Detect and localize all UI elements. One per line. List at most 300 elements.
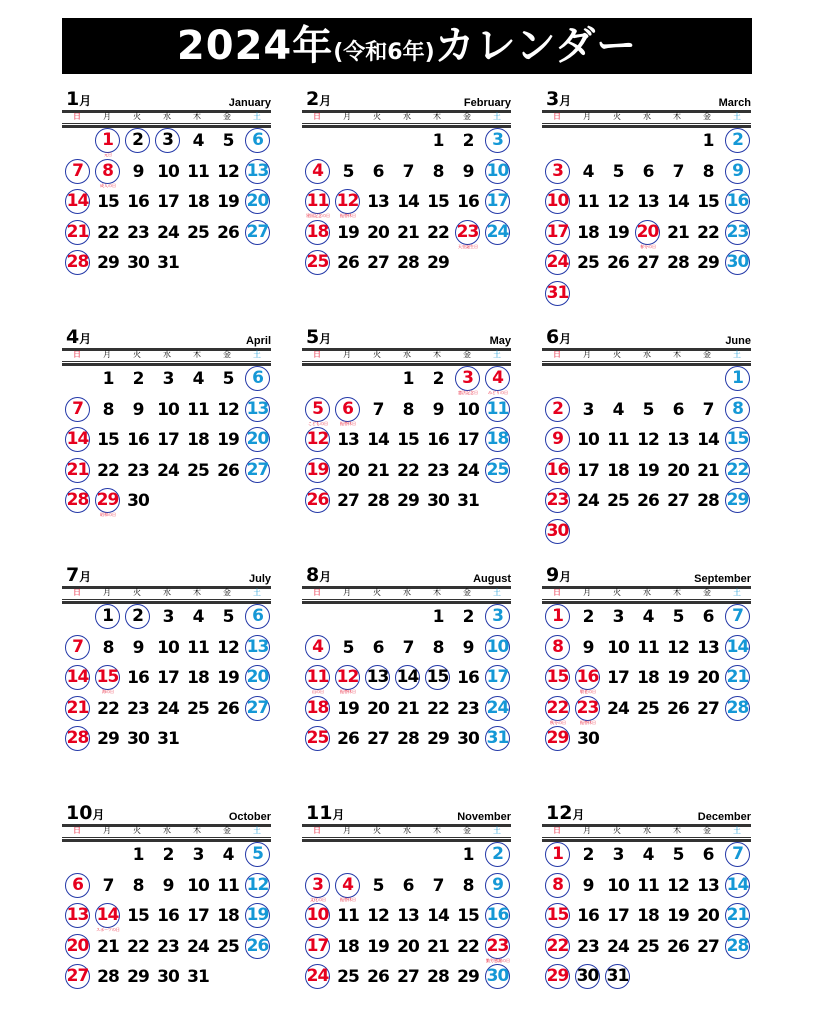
day-cell: 11 <box>187 161 209 182</box>
day-cell: 11 <box>337 906 359 926</box>
month-number <box>306 326 331 348</box>
weekday-header <box>62 110 271 128</box>
day-cell: 27 <box>245 458 270 483</box>
weekday-label: 金 <box>223 588 231 597</box>
month-header <box>302 802 511 826</box>
day-cell: 8 <box>432 161 444 182</box>
weekday-label: 土 <box>493 112 501 121</box>
day-cell: 15 <box>545 903 570 928</box>
weekday-label: 木 <box>193 826 201 835</box>
day-cell: 15 <box>725 427 750 452</box>
day-cell: 11 <box>217 875 239 896</box>
month-suffix: 月 <box>559 332 572 346</box>
day-cell: 9 <box>545 427 570 452</box>
day-cell: 7 <box>102 875 114 896</box>
weekday-label: 月 <box>343 588 351 597</box>
day-cell: 3 <box>485 128 510 153</box>
day-cell: 28 <box>667 253 689 273</box>
weekday-header <box>62 824 271 842</box>
day-cell: 10 <box>485 635 510 660</box>
day-cell: 19 <box>217 430 239 450</box>
day-cell: 18 <box>305 696 330 721</box>
day-cell: 27 <box>367 253 389 273</box>
month-march <box>542 88 751 322</box>
day-cell: 23 <box>127 698 149 719</box>
weekday-header <box>542 824 751 842</box>
weekday-label: 日 <box>73 588 81 597</box>
day-cell: 3 <box>582 399 594 420</box>
day-cell: 26 <box>217 222 239 243</box>
weekday-label: 日 <box>313 588 321 597</box>
day-cell: 5 <box>612 161 624 182</box>
holiday-note: 山の日 <box>312 689 324 694</box>
day-cell: 24 <box>157 698 179 719</box>
day-cell: 10 <box>457 399 479 420</box>
weekday-label: 月 <box>343 350 351 359</box>
day-cell: 22 <box>545 696 570 721</box>
day-cell: 3 <box>485 604 510 629</box>
day-cell: 11 <box>305 189 330 214</box>
day-cell: 10 <box>157 637 179 658</box>
weekday-label: 金 <box>463 826 471 835</box>
day-cell: 16 <box>577 906 599 926</box>
weekday-label: 木 <box>433 588 441 597</box>
month-header <box>542 326 751 350</box>
day-cell: 13 <box>697 637 719 658</box>
weekday-label: 水 <box>643 350 651 359</box>
month-name: November <box>457 811 511 823</box>
day-cell: 20 <box>667 460 689 481</box>
day-cell: 2 <box>462 131 474 151</box>
day-cell: 4 <box>305 159 330 184</box>
day-cell: 9 <box>462 161 474 182</box>
day-cell: 6 <box>702 845 714 865</box>
weekday-label: 水 <box>403 588 411 597</box>
weekday-header <box>62 348 271 366</box>
day-cell: 11 <box>187 399 209 420</box>
day-cell: 10 <box>157 161 179 182</box>
weekday-label: 火 <box>613 112 621 121</box>
day-cell: 1 <box>462 845 474 865</box>
month-header <box>62 564 271 588</box>
day-cell: 19 <box>337 222 359 243</box>
day-cell: 18 <box>305 220 330 245</box>
month-suffix: 月 <box>92 808 105 822</box>
holiday-note: 元日 <box>104 152 112 157</box>
day-cell: 25 <box>187 460 209 481</box>
weekday-label: 木 <box>673 826 681 835</box>
weekday-label: 水 <box>403 350 411 359</box>
day-cell: 15 <box>127 906 149 926</box>
day-cell: 26 <box>337 253 359 273</box>
day-cell: 22 <box>97 460 119 481</box>
day-cell: 21 <box>667 222 689 243</box>
day-cell: 4 <box>612 399 624 420</box>
day-cell: 3 <box>455 366 480 391</box>
weekday-label: 火 <box>133 350 141 359</box>
day-cell: 6 <box>65 873 90 898</box>
day-cell: 5 <box>222 607 234 627</box>
weekday-label: 月 <box>583 588 591 597</box>
day-cell: 2 <box>582 607 594 627</box>
day-cell: 25 <box>305 250 330 275</box>
day-cell: 20 <box>245 427 270 452</box>
day-cell: 14 <box>397 192 419 212</box>
day-cell: 16 <box>575 665 600 690</box>
holiday-note: 憲法記念日 <box>458 390 478 395</box>
day-cell: 29 <box>545 726 570 751</box>
holiday-note: 振替休日 <box>340 896 356 902</box>
weekday-label: 土 <box>253 350 261 359</box>
day-cell: 7 <box>65 159 90 184</box>
month-suffix: 月 <box>319 570 332 584</box>
day-cell: 16 <box>485 903 510 928</box>
weekday-label: 水 <box>163 112 171 121</box>
day-cell: 7 <box>672 161 684 182</box>
day-cell: 4 <box>642 607 654 627</box>
month-november <box>302 802 511 1036</box>
day-cell: 21 <box>725 903 750 928</box>
weekday-label: 金 <box>223 350 231 359</box>
day-cell: 15 <box>95 665 120 690</box>
month-suffix: 月 <box>319 332 332 346</box>
day-cell: 13 <box>697 875 719 896</box>
day-cell: 15 <box>697 192 719 212</box>
weekday-label: 土 <box>253 588 261 597</box>
day-cell: 23 <box>157 936 179 957</box>
weekday-label: 水 <box>403 112 411 121</box>
month-suffix: 月 <box>79 94 92 108</box>
day-cell: 26 <box>667 698 689 719</box>
day-cell: 20 <box>245 189 270 214</box>
day-cell: 2 <box>125 128 150 153</box>
day-cell: 23 <box>455 220 480 245</box>
month-number-value: 10 <box>66 802 93 824</box>
month-name: February <box>463 97 511 109</box>
holiday-note: こどもの日 <box>308 420 328 426</box>
day-cell: 17 <box>485 189 510 214</box>
day-cell: 18 <box>637 668 659 688</box>
weekday-label: 金 <box>703 112 711 121</box>
day-cell: 5 <box>222 369 234 389</box>
day-cell: 26 <box>637 491 659 511</box>
month-name: January <box>228 97 271 109</box>
day-cell: 25 <box>187 698 209 719</box>
holiday-note: 天皇誕生日 <box>458 243 478 249</box>
month-name: June <box>725 335 751 347</box>
holiday-note: 振替休日 <box>580 719 596 725</box>
day-cell: 9 <box>462 637 474 658</box>
day-cell: 16 <box>157 906 179 926</box>
day-cell: 11 <box>607 430 629 450</box>
day-cell: 15 <box>397 430 419 450</box>
day-cell: 16 <box>457 668 479 688</box>
weekday-label: 金 <box>223 826 231 835</box>
day-cell: 2 <box>485 842 510 867</box>
weekday-label: 木 <box>433 826 441 835</box>
day-cell: 29 <box>697 253 719 273</box>
day-cell: 5 <box>672 607 684 627</box>
day-cell: 21 <box>397 222 419 243</box>
day-cell: 28 <box>65 726 90 751</box>
day-cell: 2 <box>545 397 570 422</box>
weekday-label: 土 <box>493 588 501 597</box>
day-cell: 12 <box>367 906 389 926</box>
day-cell: 23 <box>545 488 570 513</box>
weekday-label: 水 <box>163 588 171 597</box>
day-cell: 27 <box>637 253 659 273</box>
day-cell: 30 <box>545 519 570 544</box>
day-cell: 30 <box>485 964 510 989</box>
day-cell: 13 <box>365 665 390 690</box>
month-number <box>66 564 91 586</box>
day-cell: 8 <box>402 399 414 420</box>
day-cell: 22 <box>397 460 419 481</box>
weekday-label: 木 <box>193 588 201 597</box>
day-cell: 2 <box>582 845 594 865</box>
day-cell: 14 <box>697 430 719 450</box>
weekday-label: 月 <box>343 826 351 835</box>
day-cell: 30 <box>127 491 149 511</box>
day-cell: 20 <box>697 668 719 688</box>
weekday-label: 水 <box>163 826 171 835</box>
day-cell: 15 <box>97 430 119 450</box>
day-cell: 5 <box>222 131 234 151</box>
weekday-label: 木 <box>433 112 441 121</box>
day-cell: 30 <box>427 491 449 511</box>
day-cell: 17 <box>305 934 330 959</box>
day-cell: 31 <box>157 253 179 273</box>
day-cell: 28 <box>397 253 419 273</box>
day-cell: 16 <box>545 458 570 483</box>
day-cell: 8 <box>545 873 570 898</box>
weekday-label: 金 <box>463 588 471 597</box>
month-june <box>542 326 751 560</box>
holiday-note: 秋分の日 <box>550 719 566 725</box>
day-cell: 26 <box>337 729 359 749</box>
day-cell: 15 <box>545 665 570 690</box>
month-number-value: 5 <box>306 326 320 348</box>
day-cell: 6 <box>245 604 270 629</box>
month-name: August <box>473 573 511 585</box>
day-cell: 17 <box>577 460 599 481</box>
day-cell: 27 <box>397 967 419 987</box>
day-cell: 23 <box>127 222 149 243</box>
weekday-label: 土 <box>493 350 501 359</box>
holiday-note: 海の日 <box>102 689 114 694</box>
day-cell: 4 <box>582 161 594 182</box>
day-cell: 29 <box>397 491 419 511</box>
day-cell: 10 <box>187 875 209 896</box>
title-era: (令和6年) <box>333 40 435 65</box>
day-cell: 19 <box>637 460 659 481</box>
weekday-label: 日 <box>313 112 321 121</box>
day-cell: 23 <box>427 460 449 481</box>
day-cell: 22 <box>427 698 449 719</box>
weekday-label: 火 <box>373 112 381 121</box>
day-cell: 9 <box>132 161 144 182</box>
month-september <box>542 564 751 798</box>
weekday-label: 日 <box>553 112 561 121</box>
day-cell: 5 <box>245 842 270 867</box>
day-cell: 16 <box>127 430 149 450</box>
day-cell: 22 <box>427 222 449 243</box>
weekday-label: 日 <box>73 112 81 121</box>
weekday-header <box>542 586 751 604</box>
day-cell: 31 <box>485 726 510 751</box>
day-cell: 7 <box>725 842 750 867</box>
month-suffix: 月 <box>332 808 345 822</box>
day-cell: 12 <box>217 161 239 182</box>
day-cell: 17 <box>607 668 629 688</box>
holiday-note: 成人の日 <box>100 182 116 188</box>
day-cell: 10 <box>157 399 179 420</box>
day-cell: 14 <box>725 873 750 898</box>
month-header <box>62 88 271 112</box>
weekday-label: 月 <box>103 350 111 359</box>
day-cell: 30 <box>725 250 750 275</box>
day-cell: 31 <box>605 964 630 989</box>
day-cell: 1 <box>95 128 120 153</box>
weekday-label: 水 <box>643 112 651 121</box>
day-cell: 7 <box>65 635 90 660</box>
day-cell: 30 <box>575 964 600 989</box>
day-cell: 9 <box>432 399 444 420</box>
day-cell: 22 <box>457 936 479 957</box>
day-cell: 12 <box>245 873 270 898</box>
day-cell: 11 <box>187 637 209 658</box>
day-cell: 4 <box>192 607 204 627</box>
month-name: December <box>697 811 751 823</box>
title-year: 2024年 <box>176 23 334 69</box>
day-cell: 6 <box>335 397 360 422</box>
day-cell: 13 <box>245 159 270 184</box>
month-number <box>546 88 571 110</box>
day-cell: 30 <box>457 729 479 749</box>
month-number <box>306 802 344 824</box>
day-cell: 6 <box>245 128 270 153</box>
month-header <box>62 802 271 826</box>
weekday-label: 木 <box>193 112 201 121</box>
day-cell: 3 <box>545 159 570 184</box>
weekday-label: 土 <box>253 826 261 835</box>
day-cell: 30 <box>577 729 599 749</box>
day-cell: 23 <box>127 460 149 481</box>
weekday-label: 日 <box>73 826 81 835</box>
day-cell: 19 <box>337 698 359 719</box>
day-cell: 14 <box>427 906 449 926</box>
day-cell: 29 <box>95 488 120 513</box>
day-cell: 22 <box>697 222 719 243</box>
day-cell: 2 <box>725 128 750 153</box>
day-cell: 12 <box>305 427 330 452</box>
day-cell: 18 <box>187 192 209 212</box>
month-number <box>306 88 331 110</box>
month-number <box>66 88 91 110</box>
day-cell: 7 <box>432 875 444 896</box>
day-cell: 27 <box>65 964 90 989</box>
day-cell: 8 <box>95 159 120 184</box>
day-cell: 19 <box>667 906 689 926</box>
day-cell: 19 <box>245 903 270 928</box>
day-cell: 23 <box>575 696 600 721</box>
weekday-label: 日 <box>73 350 81 359</box>
month-suffix: 月 <box>559 570 572 584</box>
day-cell: 18 <box>577 222 599 243</box>
weekday-label: 金 <box>703 588 711 597</box>
day-cell: 12 <box>667 875 689 896</box>
day-cell: 12 <box>217 637 239 658</box>
day-cell: 1 <box>545 604 570 629</box>
day-cell: 9 <box>132 399 144 420</box>
day-cell: 23 <box>725 220 750 245</box>
day-cell: 1 <box>545 842 570 867</box>
month-number-value: 1 <box>66 88 80 110</box>
day-cell: 6 <box>642 161 654 182</box>
day-cell: 2 <box>162 845 174 865</box>
month-name: October <box>228 811 271 823</box>
day-cell: 10 <box>485 159 510 184</box>
day-cell: 13 <box>667 430 689 450</box>
day-cell: 4 <box>192 131 204 151</box>
day-cell: 15 <box>427 192 449 212</box>
day-cell: 17 <box>157 430 179 450</box>
day-cell: 21 <box>397 698 419 719</box>
weekday-label: 月 <box>583 826 591 835</box>
day-cell: 29 <box>427 253 449 273</box>
month-name: September <box>694 573 751 585</box>
weekday-label: 土 <box>733 826 741 835</box>
holiday-note: 振替休日 <box>340 420 356 426</box>
day-cell: 31 <box>187 967 209 987</box>
day-cell: 31 <box>545 281 570 306</box>
month-february <box>302 88 511 322</box>
day-cell: 27 <box>245 220 270 245</box>
day-cell: 27 <box>697 936 719 957</box>
weekday-label: 火 <box>373 826 381 835</box>
day-cell: 1 <box>432 607 444 627</box>
weekday-label: 水 <box>403 826 411 835</box>
day-cell: 25 <box>577 253 599 273</box>
day-cell: 17 <box>485 665 510 690</box>
month-august <box>302 564 511 798</box>
day-cell: 17 <box>457 430 479 450</box>
day-cell: 9 <box>582 637 594 658</box>
day-cell: 25 <box>607 491 629 511</box>
month-number <box>66 326 91 348</box>
holiday-note: 春分の日 <box>640 243 656 249</box>
day-cell: 9 <box>582 875 594 896</box>
day-cell: 18 <box>187 430 209 450</box>
day-cell: 3 <box>162 369 174 389</box>
month-name: March <box>718 97 751 109</box>
day-cell: 28 <box>725 696 750 721</box>
day-cell: 30 <box>127 729 149 749</box>
weekday-label: 日 <box>313 826 321 835</box>
month-april <box>62 326 271 560</box>
day-cell: 2 <box>132 369 144 389</box>
day-cell: 1 <box>702 131 714 151</box>
weekday-label: 火 <box>373 588 381 597</box>
day-cell: 14 <box>725 635 750 660</box>
day-cell: 2 <box>432 369 444 389</box>
day-cell: 12 <box>637 430 659 450</box>
weekday-label: 土 <box>253 112 261 121</box>
day-cell: 13 <box>337 430 359 450</box>
day-cell: 8 <box>102 637 114 658</box>
day-cell: 3 <box>305 873 330 898</box>
day-cell: 23 <box>577 936 599 957</box>
